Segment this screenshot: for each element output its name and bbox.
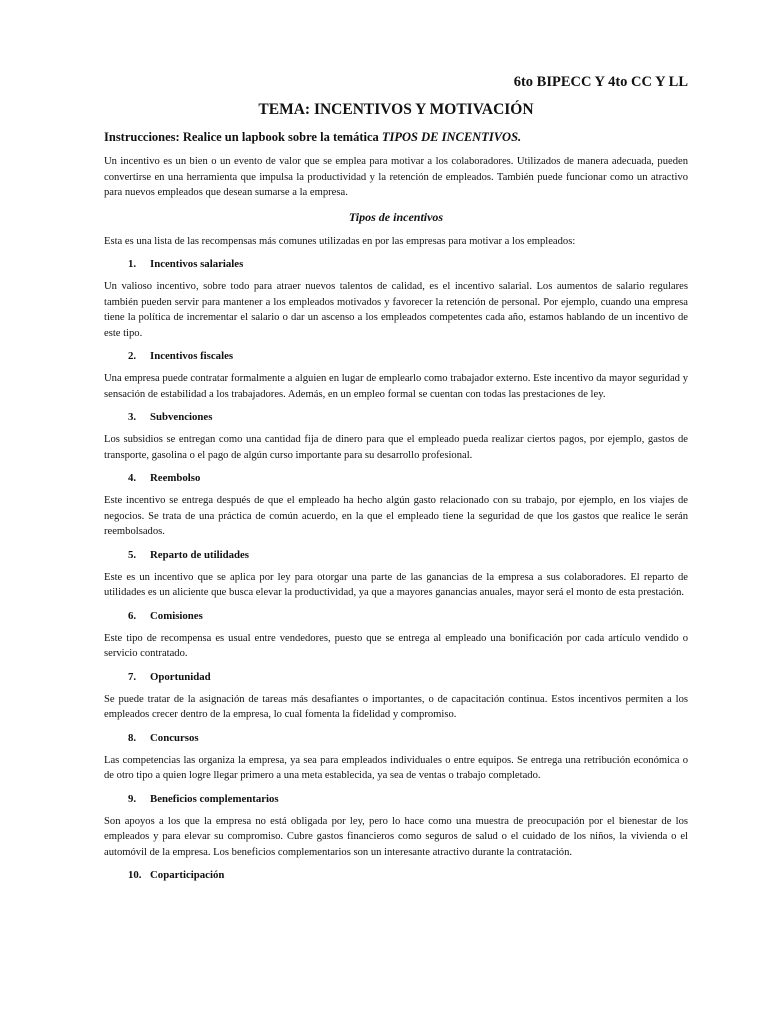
list-item-heading bbox=[104, 472, 688, 484]
list-item-heading bbox=[104, 793, 688, 805]
page-title: TEMA: INCENTIVOS Y MOTIVACIÓN bbox=[258, 101, 534, 118]
list-item-heading bbox=[104, 258, 688, 270]
list-item-text: Este es un incentivo que se aplica por ley para otorgar una parte de las ganancias de la empresa a sus colaboradores. El reparto de utilidades es un aliciente que busca elevar la productividad, ya que a mayores ganancias anuales, mayor será el monto de esta prestación. bbox=[104, 571, 688, 598]
list-item-title: Subvenciones bbox=[150, 411, 213, 423]
list-item-heading bbox=[104, 411, 688, 423]
list-item-number: 8. bbox=[128, 731, 137, 744]
list-item-title: Oportunidad bbox=[150, 670, 211, 683]
list-item-number: 5. bbox=[128, 548, 137, 561]
list-item-heading bbox=[104, 610, 688, 622]
grade-label: 6to BIPECC Y 4to CC Y LL bbox=[513, 74, 688, 90]
list-item-heading bbox=[104, 671, 688, 683]
list-item-text: Se puede tratar de la asignación de tareas más desafiantes o importantes, o de capacitación continua. Estos incentivos permiten a los empleados crecer dentro de la empresa, lo cual fomenta la fidelidad y compromiso. bbox=[104, 693, 688, 720]
list-item-title: Reembolso bbox=[150, 472, 201, 484]
instructions-topic: TIPOS DE INCENTIVOS. bbox=[381, 130, 522, 144]
list-item-title: Reparto de utilidades bbox=[150, 548, 249, 561]
list-item-title: Beneficios complementarios bbox=[150, 792, 279, 805]
list-item-number: 4. bbox=[128, 472, 137, 484]
list-item-number: 3. bbox=[128, 411, 137, 423]
intro-paragraph: Un incentivo es un bien o un evento de valor que se emplea para motivar a los colaboradores. Utilizados de manera adecuada, pueden convertirse en una herramienta que impulsa la productividad y la retención de empleados. También puede funcionar como un atractivo para nuevos empleados que desean sumarse a la empresa. bbox=[104, 156, 688, 198]
list-item-title: Incentivos fiscales bbox=[150, 350, 234, 362]
list-item-text: Los subsidios se entregan como una cantidad fija de dinero para que el empleado pueda realizar ciertos pagos, por ejemplo, gastos de transporte, gasolina o el pago de algún curso importante para su desarrollo profesional. bbox=[104, 434, 688, 461]
section-subtitle: Tipos de incentivos bbox=[348, 209, 444, 224]
list-item-number: 7. bbox=[128, 670, 137, 683]
instructions-prefix: Instrucciones: Realice un lapbook sobre la temática bbox=[104, 130, 382, 144]
list-item-number: 9. bbox=[128, 792, 137, 805]
list-item-number: 6. bbox=[128, 609, 137, 622]
list-item-title: Comisiones bbox=[150, 609, 203, 622]
list-item-title: Coparticipación bbox=[150, 869, 225, 881]
list-item-heading bbox=[104, 732, 688, 744]
list-item-heading bbox=[104, 350, 688, 362]
incentive-list bbox=[104, 258, 688, 881]
list-item-text: Un valioso incentivo, sobre todo para atraer nuevos talentos de calidad, es el incentivo salarial. Los aumentos de salario regulares también pueden servir para mantener a los empleados motivados y favorecer la retención de personal. Por ejemplo, cuando una empresa tiene la política de incrementar el salario o dar un ascenso a los empleados competentes cada año, estamos hablando de un incentivo de este tipo. bbox=[104, 281, 688, 339]
list-item-number: 10. bbox=[128, 869, 142, 881]
list-item-title: Incentivos salariales bbox=[150, 258, 244, 270]
list-item-heading bbox=[104, 869, 688, 881]
list-item-number: 1. bbox=[128, 258, 137, 270]
list-item-text: Son apoyos a los que la empresa no está obligada por ley, pero lo hace como una muestra de preocupación por el bienestar de los empleados y para elevar su compromiso. Cubre gastos financieros como seguros de salud o el cuidado de los niños, la vivienda o el automóvil de la empresa. Los beneficios complementarios son un interesante atractivo durante la contratación. bbox=[104, 815, 688, 858]
list-item-text: Este tipo de recompensa es usual entre vendedores, puesto que se entrega al empleado una bonificación por cada artículo vendido o servicio contratado. bbox=[104, 632, 688, 659]
list-item-title: Concursos bbox=[150, 731, 199, 744]
list-item-text: Las competencias las organiza la empresa, ya sea para empleados individuales o entre equipos. Se entrega una retribución económica o de otro tipo a quien logre llegar primero a una meta establecida, ya sea de ventas o trabajo completado. bbox=[104, 754, 688, 781]
list-item-heading bbox=[104, 549, 688, 561]
list-item-text: Este incentivo se entrega después de que el empleado ha hecho algún gasto relacionado con su trabajo, por ejemplo, en los viajes de negocios. Se trata de una práctica de común acuerdo, en la que el empleado tiene la seguridad de que los gastos que realice le serán reembolsados. bbox=[104, 495, 688, 537]
list-item-number: 2. bbox=[128, 350, 137, 362]
list-intro: Esta es una lista de las recompensas más comunes utilizadas en por las empresas para motivar a los empleados: bbox=[104, 235, 576, 247]
instructions bbox=[104, 130, 688, 145]
list-item-text: Una empresa puede contratar formalmente a alguien en lugar de emplearlo como trabajador externo. Este incentivo da mayor seguridad y sensación de estabilidad a los trabajadores. Además, en un empleo formal se cuentan con todas las prestaciones de ley. bbox=[104, 373, 688, 400]
